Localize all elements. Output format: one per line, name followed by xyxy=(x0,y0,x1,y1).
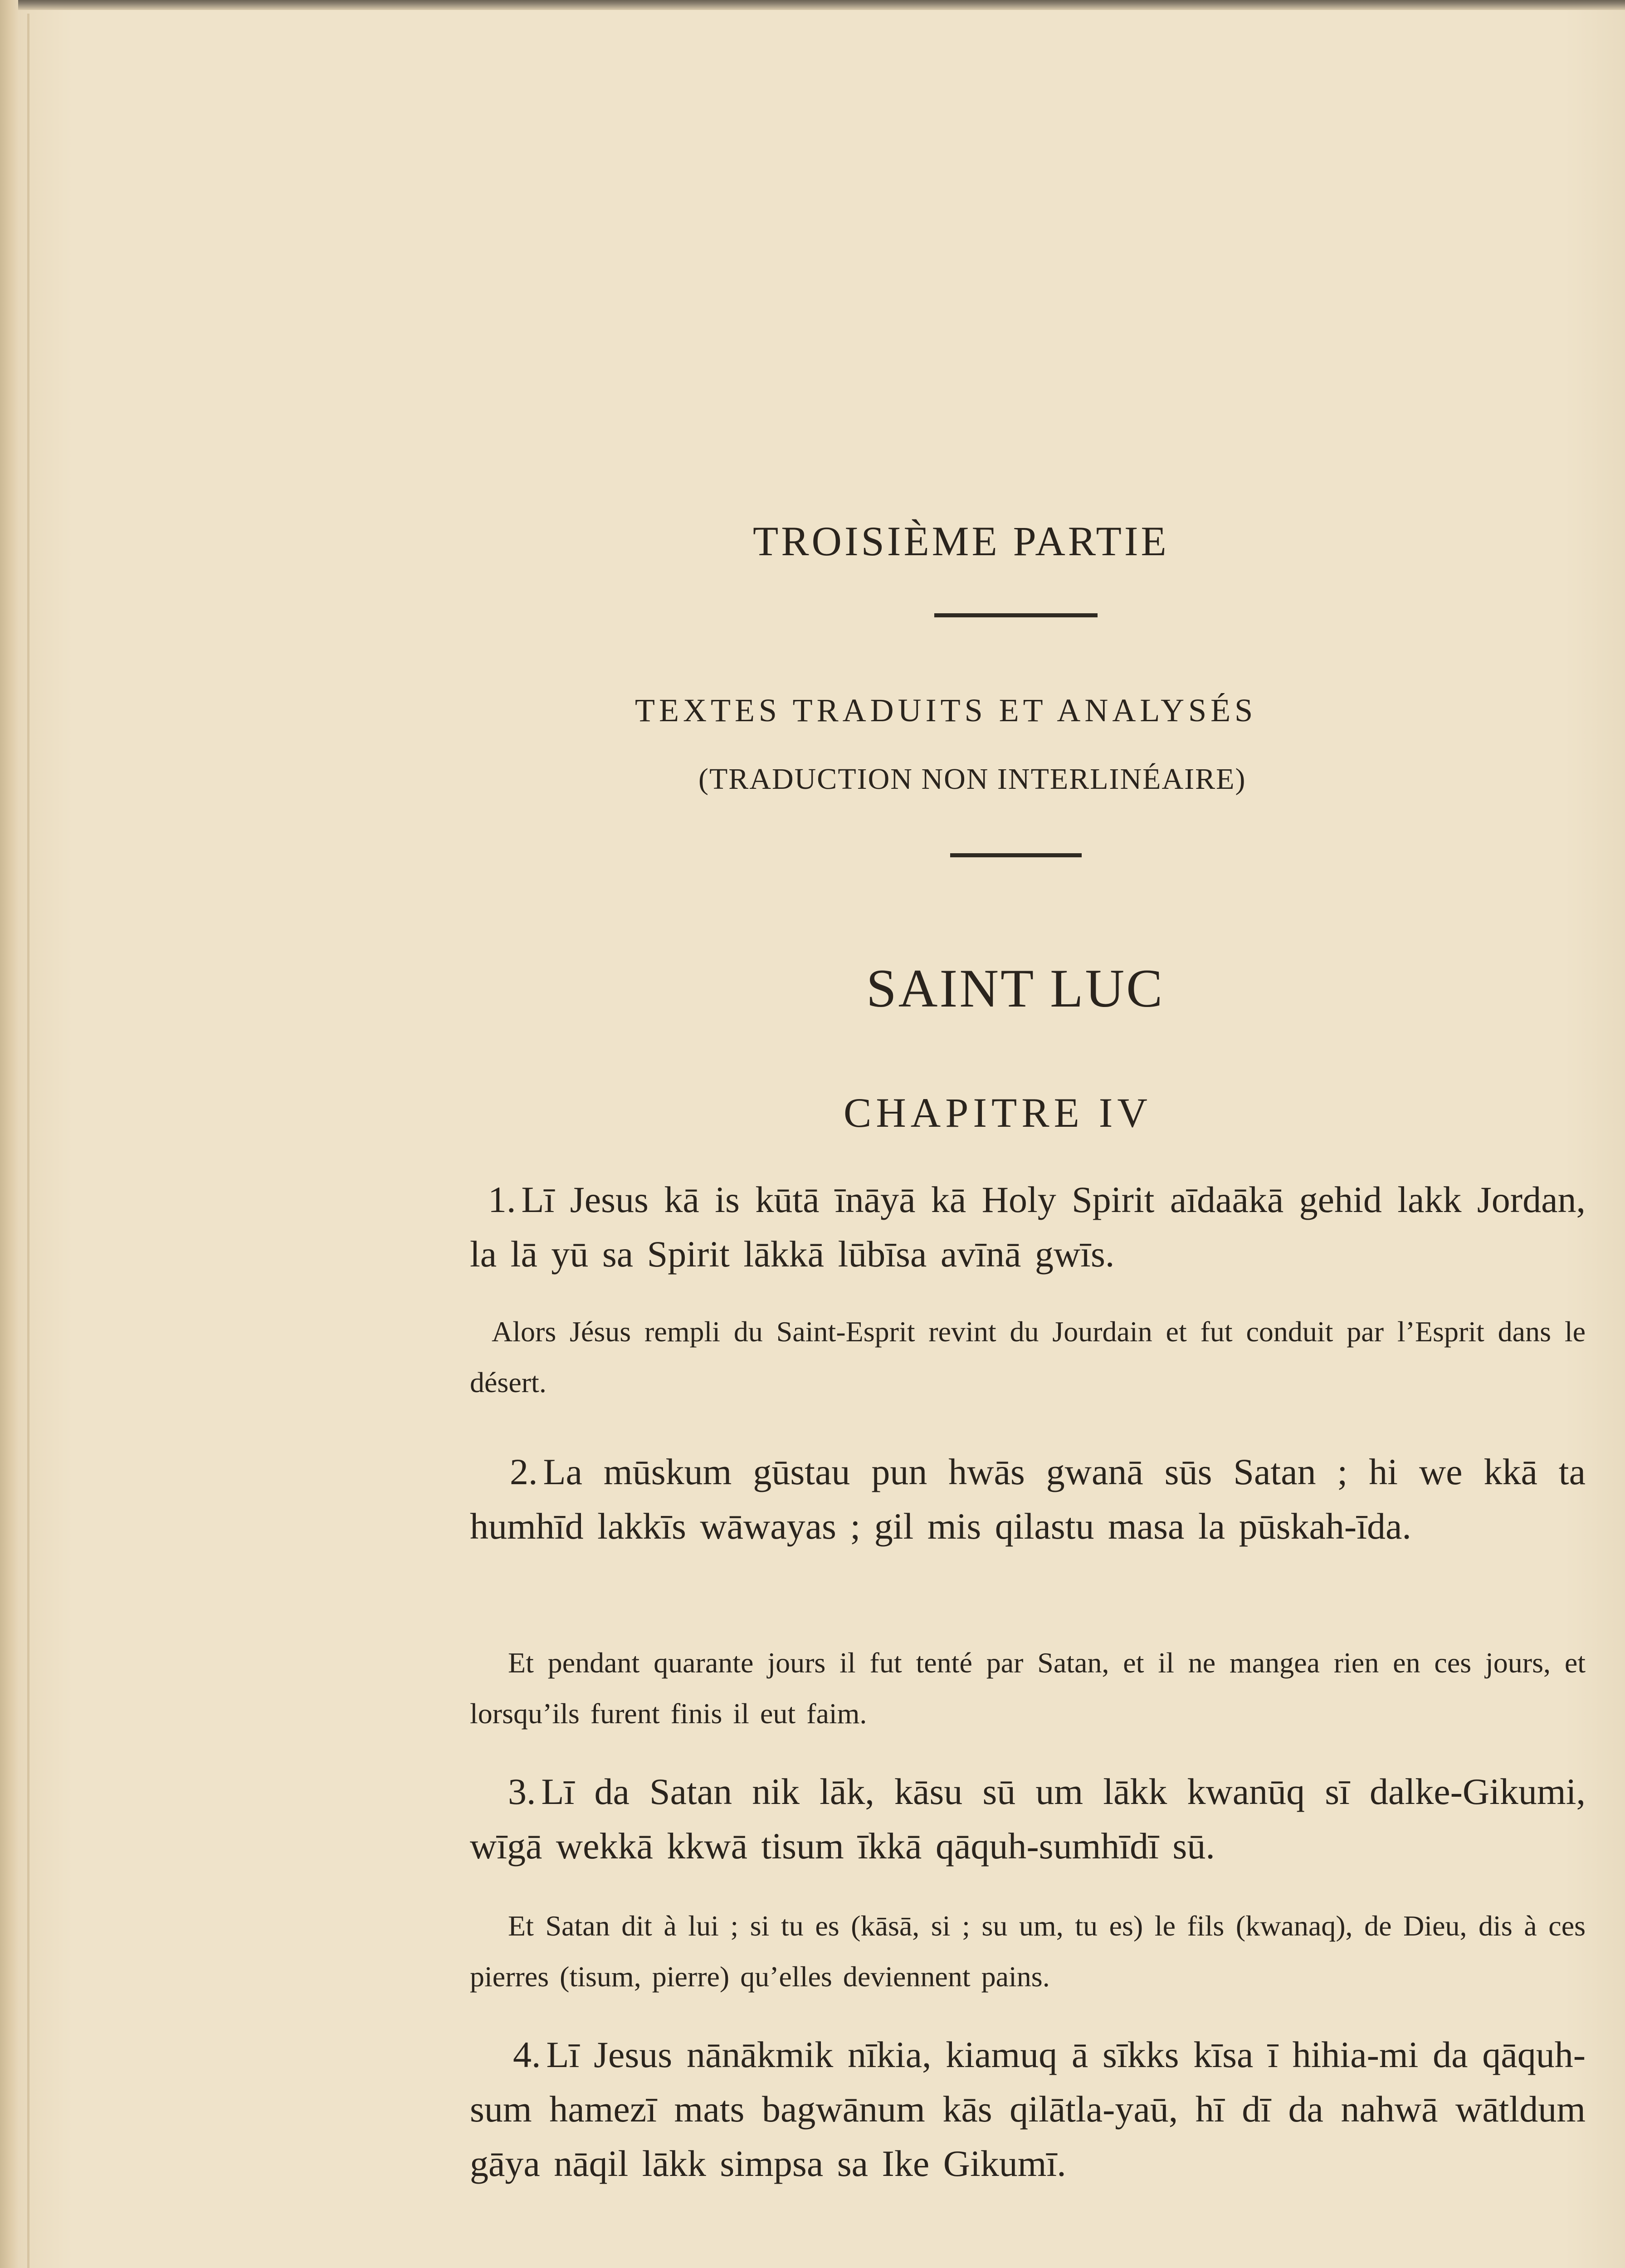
section-subtitle: (TRADUCTION NON INTERLINÉAIRE) xyxy=(698,763,1246,796)
chapter-title: CHAPITRE IV xyxy=(844,1090,1152,1136)
section-title: TEXTES TRADUITS ET ANALYSÉS xyxy=(635,692,1257,728)
divider-rule xyxy=(950,853,1082,857)
part-title: TROISIÈME PARTIE xyxy=(753,518,1169,564)
verse-text xyxy=(470,1765,1586,1873)
binding-line xyxy=(27,14,29,2268)
page-left-edge xyxy=(0,0,18,2268)
verse-number: 1. xyxy=(488,1179,516,1220)
verse-number: 2. xyxy=(510,1451,538,1492)
verse-translation: Et pendant quarante jours il fut tenté par Satan, et il ne mangea rien en ces jours, et lorsqu’ils furent finis il eut faim. xyxy=(470,1647,1586,1730)
page-top-edge xyxy=(0,0,1625,10)
verse-body: Lī da Satan nik lāk, kāsu sū um lākk kwanūq sī dalke-Gikumi, wīgā wekkā kkwā tisum īkkā qāquh-sumhīdī sū. xyxy=(470,1771,1586,1867)
verse-translation: Alors Jésus rempli du Saint-Esprit revint du Jourdain et fut conduit par l’Esprit dans le désert. xyxy=(470,1315,1586,1398)
verse-body: Lī Jesus nānākmik nīkia, kiamuq ā sīkks kīsa ī hihia-mi da qāquh-sum hamezī mats bagwānum kās qilātla-yaū, hī dī da nahwā wātldum gāya nāqil lākk simpsa sa Ike Gikumī. xyxy=(470,2034,1586,2184)
verse-body: La mūskum gūstau pun hwās gwanā sūs Satan ; hi we kkā ta humhīd lakkīs wāwayas ; gil mis qilastu masa la pūskah-īda. xyxy=(470,1451,1586,1547)
verse-body: Lī Jesus kā is kūtā īnāyā kā Holy Spirit aīdaākā gehid lakk Jordan, la lā yū sa Spirit lākkā lūbīsa avīnā gwīs. xyxy=(470,1179,1586,1275)
verse-text xyxy=(470,2028,1586,2191)
divider-rule xyxy=(934,613,1098,617)
verse-number: 3. xyxy=(508,1771,536,1812)
verse-text xyxy=(470,1173,1586,1281)
book-title: SAINT LUC xyxy=(866,958,1165,1018)
verse-number: 4. xyxy=(513,2034,541,2075)
verse-translation: Et Satan dit à lui ; si tu es (kāsā, si ; su um, tu es) le fils (kwanaq), de Dieu, dis à ces pierres (tisum, pierre) qu’elles deviennent pains. xyxy=(470,1910,1586,1993)
verse-text xyxy=(470,1445,1586,1554)
